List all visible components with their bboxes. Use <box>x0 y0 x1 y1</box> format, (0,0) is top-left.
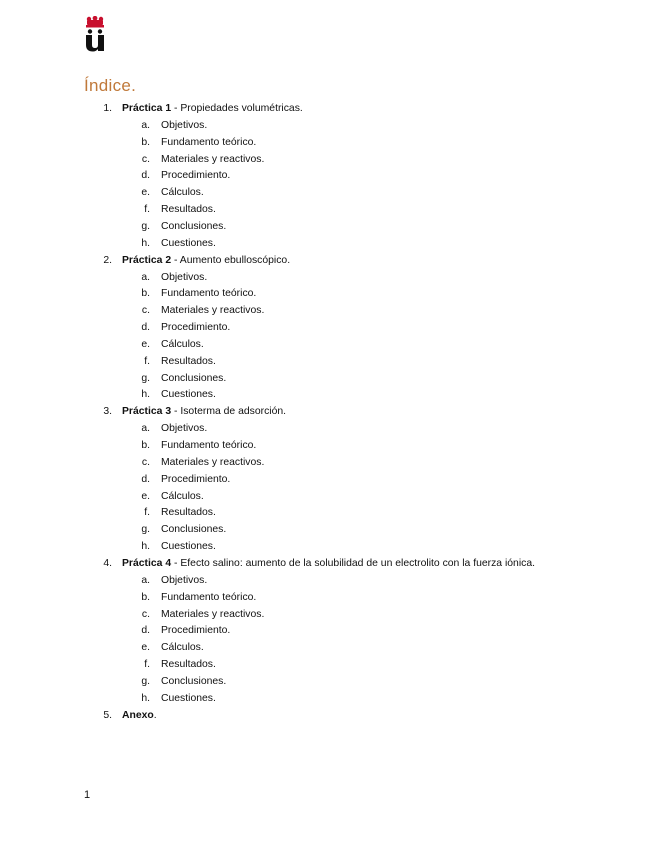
toc-subitem[interactable] <box>0 320 655 336</box>
toc-subitem[interactable] <box>0 522 655 538</box>
subitem-label: Cuestiones. <box>161 389 216 401</box>
section-bold-title: Anexo <box>122 709 154 721</box>
subitem-label: Conclusiones. <box>161 372 227 384</box>
toc-subitem[interactable] <box>0 219 655 235</box>
toc-subitem[interactable] <box>0 152 655 168</box>
toc-subitem[interactable] <box>0 118 655 134</box>
subitem-label: Conclusiones. <box>161 220 227 232</box>
subitem-letter: c. <box>141 608 150 620</box>
subitem-letter: h. <box>141 541 150 553</box>
section-label <box>122 404 286 420</box>
subitem-letter: b. <box>141 136 150 148</box>
subitem-label: Resultados. <box>161 355 216 367</box>
toc-subitem[interactable] <box>0 168 655 184</box>
toc-subitem[interactable] <box>0 421 655 437</box>
subitem-label: Procedimiento. <box>161 473 231 485</box>
section-subtitle: - Propiedades volumétricas. <box>171 103 303 114</box>
toc-section[interactable] <box>0 253 655 269</box>
subitem-letter: e. <box>141 187 150 199</box>
subitem-label: Cuestiones. <box>161 237 216 249</box>
section-label <box>122 708 157 724</box>
toc-subitem[interactable] <box>0 607 655 623</box>
subitem-letter: h. <box>141 389 150 401</box>
section-subtitle: - Aumento ebulloscópico. <box>171 254 291 266</box>
section-bold-title: Práctica 4 <box>122 557 172 569</box>
subitem-label: Materiales y reactivos. <box>161 456 265 468</box>
toc-subitem[interactable] <box>0 691 655 707</box>
subitem-letter: f. <box>144 659 150 671</box>
section-number: 5. <box>103 709 112 721</box>
section-subtitle: - Isoterma de adsorción. <box>171 406 287 418</box>
toc-subitem[interactable] <box>0 640 655 656</box>
subitem-label: Conclusiones. <box>161 675 227 687</box>
subitem-label: Objetivos. <box>161 574 208 586</box>
subitem-label: Cálculos. <box>161 490 204 502</box>
subitem-letter: b. <box>141 440 150 451</box>
subitem-letter: d. <box>141 322 150 334</box>
toc-subitem[interactable] <box>0 505 655 521</box>
subitem-label: Procedimiento. <box>161 322 231 334</box>
subitem-label: Cálculos. <box>161 187 204 199</box>
section-number: 2. <box>103 254 112 266</box>
section-label <box>122 253 290 269</box>
subitem-label: Cálculos. <box>161 338 204 350</box>
subitem-label: Cuestiones. <box>161 541 216 553</box>
subitem-label: Cuestiones. <box>161 692 216 704</box>
subitem-letter: c. <box>141 305 150 317</box>
crown-icon <box>86 16 104 28</box>
toc-subitem[interactable] <box>0 438 655 454</box>
subitem-label: Materiales y reactivos. <box>161 305 265 317</box>
section-label <box>122 556 535 572</box>
university-logo <box>84 16 106 52</box>
subitem-letter: g. <box>141 372 150 384</box>
subitem-letter: f. <box>144 204 150 216</box>
toc-subitem[interactable] <box>0 303 655 319</box>
toc-subitem[interactable] <box>0 455 655 471</box>
subitem-letter: e. <box>141 490 150 502</box>
subitem-label: Fundamento teórico. <box>161 591 257 603</box>
toc-subitem[interactable] <box>0 270 655 286</box>
toc-subitem[interactable] <box>0 202 655 218</box>
toc-subitem[interactable] <box>0 354 655 370</box>
subitem-letter: g. <box>141 220 150 232</box>
subitem-letter: d. <box>141 473 150 485</box>
toc-subitem[interactable] <box>0 185 655 201</box>
subitem-letter: a. <box>141 423 150 435</box>
toc-subitem[interactable] <box>0 236 655 252</box>
section-bold-title: Práctica 2 <box>122 254 172 266</box>
subitem-label: Procedimiento. <box>161 170 231 182</box>
subitem-label: Resultados. <box>161 507 216 519</box>
subitem-label: Conclusiones. <box>161 524 227 536</box>
toc-section[interactable] <box>0 101 655 117</box>
subitem-letter: e. <box>141 642 150 654</box>
subitem-label: Fundamento teórico. <box>161 440 257 451</box>
toc-subitem[interactable] <box>0 623 655 639</box>
toc-subitem[interactable] <box>0 371 655 387</box>
toc-subitem[interactable] <box>0 286 655 302</box>
section-bold-title: Práctica 3 <box>122 406 172 418</box>
subitem-label: Resultados. <box>161 659 216 671</box>
toc-section[interactable] <box>0 404 655 420</box>
subitem-letter: h. <box>141 692 150 704</box>
subitem-letter: d. <box>141 170 150 182</box>
section-subtitle: - Efecto salino: aumento de la solubilidad de un electrolito con la fuerza iónica. <box>171 557 535 569</box>
toc-section[interactable] <box>0 556 655 572</box>
toc-subitem[interactable] <box>0 573 655 589</box>
subitem-letter: c. <box>141 456 150 468</box>
toc-subitem[interactable] <box>0 135 655 151</box>
subitem-label: Fundamento teórico. <box>161 288 257 300</box>
toc-subitem[interactable] <box>0 387 655 403</box>
section-label <box>122 101 303 117</box>
section-bold-title: Práctica 1 <box>122 103 172 114</box>
subitem-label: Materiales y reactivos. <box>161 153 265 165</box>
toc-subitem[interactable] <box>0 539 655 555</box>
subitem-letter: g. <box>141 524 150 536</box>
subitem-letter: a. <box>141 119 150 131</box>
subitem-label: Cálculos. <box>161 642 204 654</box>
subitem-label: Objetivos. <box>161 423 208 435</box>
subitem-letter: f. <box>144 355 150 367</box>
toc-subitem[interactable] <box>0 674 655 690</box>
subitem-label: Fundamento teórico. <box>161 136 257 148</box>
subitem-letter: b. <box>141 591 150 603</box>
toc-subitem[interactable] <box>0 337 655 353</box>
subitem-letter: b. <box>141 288 150 300</box>
toc-subitem[interactable] <box>0 657 655 673</box>
subitem-label: Procedimiento. <box>161 625 231 637</box>
toc-section[interactable] <box>0 708 655 724</box>
subitem-letter: a. <box>141 271 150 283</box>
section-subtitle: . <box>153 709 157 721</box>
page-number: 1 <box>84 789 91 801</box>
subitem-letter: g. <box>141 675 150 687</box>
subitem-label: Objetivos. <box>161 271 208 283</box>
toc-subitem[interactable] <box>0 489 655 505</box>
section-number: 3. <box>103 406 112 418</box>
subitem-letter: d. <box>141 625 150 637</box>
toc-subitem[interactable] <box>0 590 655 606</box>
subitem-letter: f. <box>144 507 150 519</box>
subitem-letter: e. <box>141 338 150 350</box>
section-number: 1. <box>103 103 112 114</box>
subitem-letter: h. <box>141 237 150 249</box>
toc-subitem[interactable] <box>0 472 655 488</box>
subitem-letter: a. <box>141 574 150 586</box>
subitem-label: Materiales y reactivos. <box>161 608 265 620</box>
subitem-letter: c. <box>141 153 150 165</box>
subitem-label: Objetivos. <box>161 119 208 131</box>
section-number: 4. <box>103 557 112 569</box>
subitem-label: Resultados. <box>161 204 216 216</box>
index-title: Índice. <box>84 76 137 95</box>
